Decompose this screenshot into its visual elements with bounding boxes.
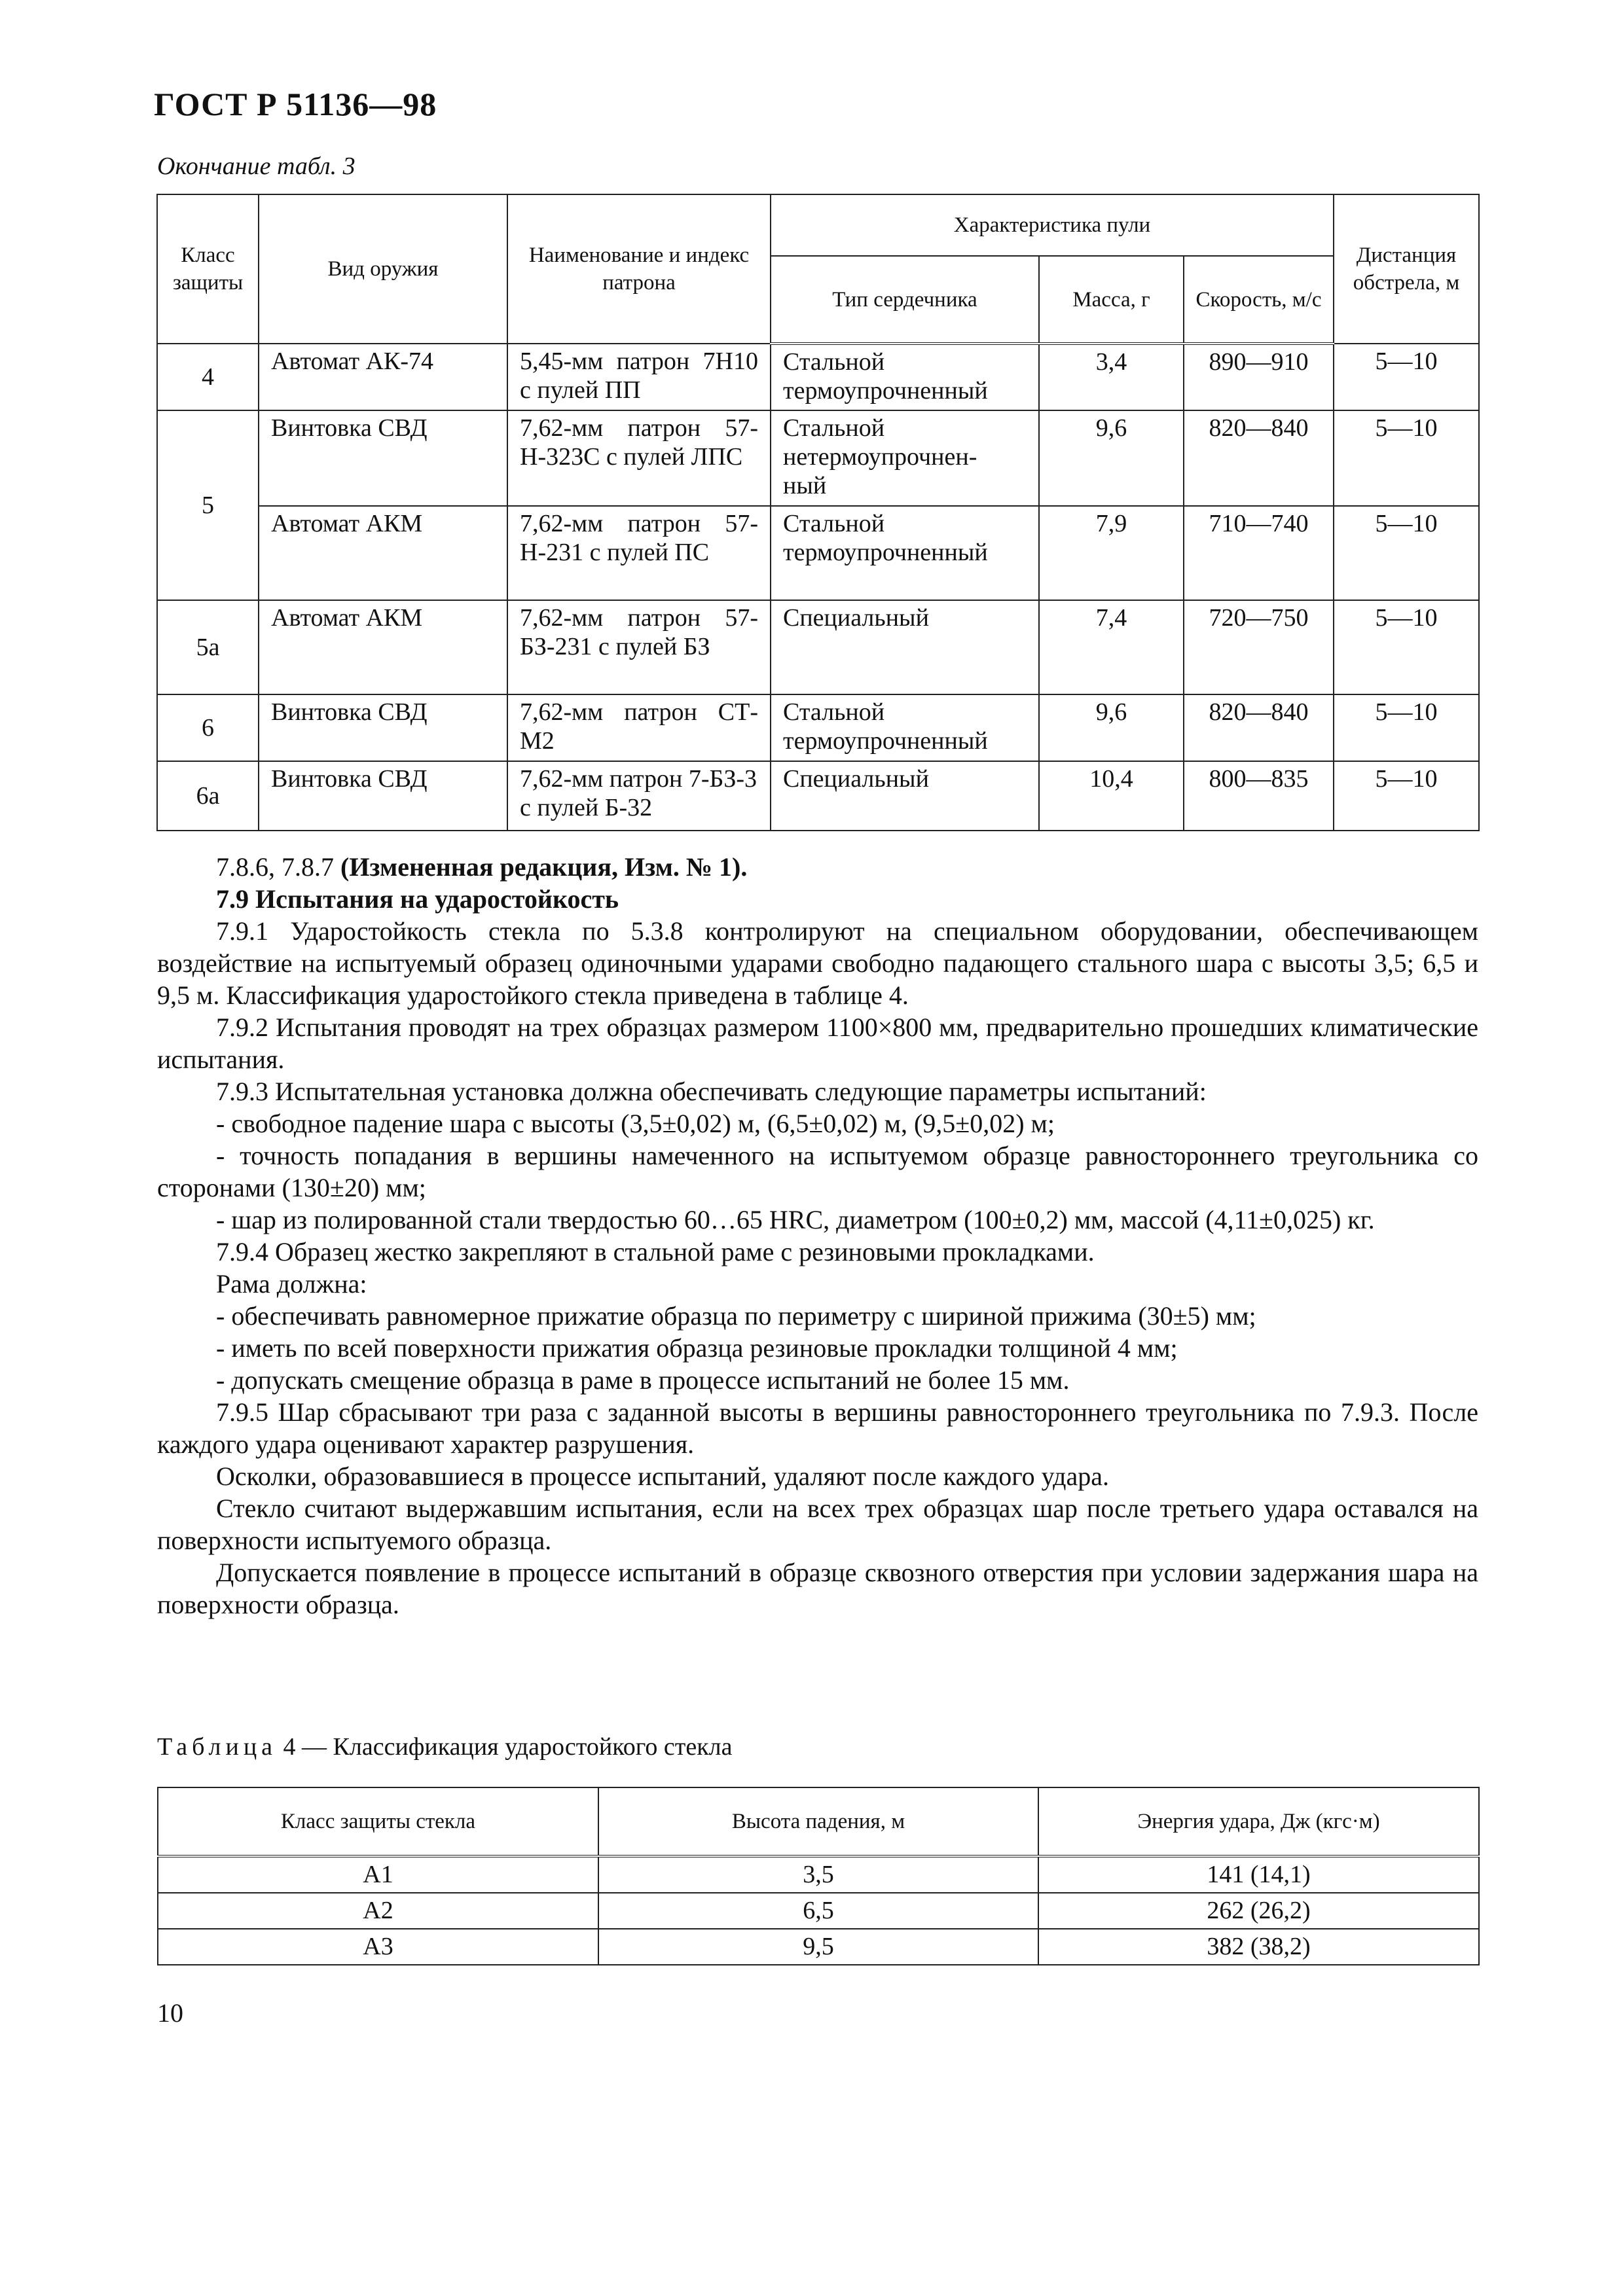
- cell-weapon: Винтовка СВД: [259, 694, 507, 761]
- paragraph: Осколки, образовавшиеся в процессе испытаний, удаляют после каждого удара.: [216, 1462, 1110, 1491]
- cell-speed: 820—840: [1184, 694, 1334, 761]
- cell-core: Стальной нетермоупрочнен- ный: [771, 410, 1039, 506]
- table-row: [157, 761, 1479, 831]
- cell-cartridge: 7,62-мм патрон СТ-М2: [507, 694, 771, 761]
- table-row: [157, 600, 1479, 694]
- cell-distance: 5—10: [1334, 761, 1479, 831]
- cell-impact-energy: 262 (26,2): [1038, 1893, 1479, 1929]
- cell-drop-height: 9,5: [598, 1929, 1038, 1965]
- cell-mass: 9,6: [1039, 410, 1184, 506]
- body-text: [157, 851, 1478, 1621]
- table-3-continuation-caption: Окончание табл. 3: [157, 152, 356, 180]
- cell-glass-class: А1: [158, 1856, 598, 1893]
- paragraph: Рама должна:: [216, 1269, 367, 1299]
- cell-core: Стальной термоупрочненный: [771, 506, 1039, 600]
- cell-distance: 5—10: [1334, 506, 1479, 600]
- cell-class: 4: [157, 344, 259, 410]
- paragraph: Стекло считают выдержавшим испытания, если на всех трех образцах шар после третьего удара оставался на поверхности испытуемого образца.: [157, 1494, 1478, 1555]
- paragraph: 7.9.1 Ударостойкость стекла по 5.3.8 контролируют на специальном оборудовании, обеспечивающем воздействие на испытуемый образец одиночными ударами свободно падающего стального шара с высоты 3,5; 6,5 и 9,5 м. Классификация ударостойкого стекла приведена в таблице 4.: [157, 916, 1478, 1010]
- table-row: [157, 344, 1479, 410]
- cell-cartridge: 7,62-мм патрон 57-Н-323С с пулей ЛПС: [507, 410, 771, 506]
- cell-core: Специальный: [771, 761, 1039, 831]
- header-class: Класс защиты: [157, 194, 259, 344]
- cell-core: Стальной термоупрочненный: [771, 344, 1039, 410]
- cell-cartridge: 7,62-мм патрон 57-БЗ-231 с пулей БЗ: [507, 600, 771, 694]
- cell-distance: 5—10: [1334, 694, 1479, 761]
- table-4-caption: [157, 1732, 733, 1761]
- table-row: [158, 1856, 1479, 1893]
- list-item: - допускать смещение образца в раме в процессе испытаний не более 15 мм.: [216, 1365, 1070, 1395]
- cell-glass-class: А2: [158, 1893, 598, 1929]
- paragraph: 7.9.2 Испытания проводят на трех образцах размером 1100×800 мм, предварительно прошедших климатические испытания.: [157, 1013, 1478, 1074]
- table-4: [157, 1787, 1480, 1965]
- amendment-note: (Измененная редакция, Изм. № 1).: [340, 852, 748, 882]
- cell-weapon: Автомат АКМ: [259, 506, 507, 600]
- table-row: [157, 506, 1479, 600]
- cell-speed: 800—835: [1184, 761, 1334, 831]
- header-impact-energy: Энергия удара, Дж (кгс·м): [1038, 1787, 1479, 1856]
- page-number: 10: [157, 1998, 183, 2028]
- table-row: [158, 1929, 1479, 1965]
- cell-distance: 5—10: [1334, 600, 1479, 694]
- cell-core: Стальной термоупрочненный: [771, 694, 1039, 761]
- section-heading: 7.9 Испытания на ударостойкость: [216, 884, 619, 914]
- header-distance: Дистанция обстрела, м: [1334, 194, 1479, 344]
- paragraph: 7.9.5 Шар сбрасывают три раза с заданной высоты в вершины равностороннего треугольника по 7.9.3. После каждого удара оценивают характер разрушения.: [157, 1397, 1478, 1459]
- cell-class: 5а: [157, 600, 259, 694]
- list-item: - свободное падение шара с высоты (3,5±0,02) м, (6,5±0,02) м, (9,5±0,02) м;: [216, 1109, 1055, 1138]
- table-4-caption-title: 4 — Классификация ударостойкого стекла: [277, 1733, 733, 1761]
- header-mass: Масса, г: [1039, 256, 1184, 344]
- cell-weapon: Винтовка СВД: [259, 410, 507, 506]
- paragraph-ref: 7.8.6, 7.8.7: [216, 852, 340, 882]
- cell-weapon: Винтовка СВД: [259, 761, 507, 831]
- cell-drop-height: 6,5: [598, 1893, 1038, 1929]
- cell-impact-energy: 141 (14,1): [1038, 1856, 1479, 1893]
- cell-distance: 5—10: [1334, 344, 1479, 410]
- document-code: ГОСТ Р 51136—98: [154, 86, 437, 122]
- cell-speed: 820—840: [1184, 410, 1334, 506]
- cell-class: 5: [157, 410, 259, 600]
- cell-weapon: Автомат АКМ: [259, 600, 507, 694]
- cell-core: Специальный: [771, 600, 1039, 694]
- cell-mass: 10,4: [1039, 761, 1184, 831]
- header-glass-class: Класс защиты стекла: [158, 1787, 598, 1856]
- paragraph: 7.9.4 Образец жестко закрепляют в стальной раме с резиновыми прокладками.: [216, 1237, 1095, 1266]
- paragraph: [157, 851, 1478, 883]
- table-3: [156, 194, 1480, 831]
- paragraph: 7.9.3 Испытательная установка должна обеспечивать следующие параметры испытаний:: [216, 1077, 1207, 1106]
- cell-mass: 3,4: [1039, 344, 1184, 410]
- table-row: [157, 694, 1479, 761]
- list-item: - иметь по всей поверхности прижатия образца резиновые прокладки толщиной 4 мм;: [216, 1333, 1178, 1363]
- cell-weapon: Автомат АК-74: [259, 344, 507, 410]
- list-item: - точность попадания в вершины намеченного на испытуемом образце равностороннего треугольника со сторонами (130±20) мм;: [157, 1141, 1478, 1202]
- cell-cartridge: 5,45-мм патрон 7Н10 с пулей ПП: [507, 344, 771, 410]
- list-item: - шар из полированной стали твердостью 60…65 HRC, диаметром (100±0,2) мм, массой (4,11±0,025) кг.: [216, 1205, 1375, 1234]
- paragraph: Допускается появление в процессе испытаний в образце сквозного отверстия при условии задержания шара на поверхности образца.: [157, 1558, 1478, 1619]
- cell-speed: 720—750: [1184, 600, 1334, 694]
- table-4-caption-word: Таблица: [157, 1733, 278, 1761]
- header-bullet: Характеристика пули: [771, 194, 1334, 256]
- cell-drop-height: 3,5: [598, 1856, 1038, 1893]
- cell-distance: 5—10: [1334, 410, 1479, 506]
- cell-cartridge: 7,62-мм патрон 57-Н-231 с пулей ПС: [507, 506, 771, 600]
- cell-speed: 890—910: [1184, 344, 1334, 410]
- cell-class: 6: [157, 694, 259, 761]
- cell-cartridge: 7,62-мм патрон 7-БЗ-3 с пулей Б-32: [507, 761, 771, 831]
- table-row: [158, 1893, 1479, 1929]
- header-speed: Скорость, м/с: [1184, 256, 1334, 344]
- header-cartridge: Наименование и индекс патрона: [507, 194, 771, 344]
- cell-mass: 7,9: [1039, 506, 1184, 600]
- cell-mass: 7,4: [1039, 600, 1184, 694]
- list-item: - обеспечивать равномерное прижатие образца по периметру с шириной прижима (30±5) мм;: [216, 1301, 1256, 1331]
- header-drop-height: Высота падения, м: [598, 1787, 1038, 1856]
- cell-mass: 9,6: [1039, 694, 1184, 761]
- cell-class: 6а: [157, 761, 259, 831]
- cell-glass-class: А3: [158, 1929, 598, 1965]
- header-weapon: Вид оружия: [259, 194, 507, 344]
- header-core: Тип сердечника: [771, 256, 1039, 344]
- cell-speed: 710—740: [1184, 506, 1334, 600]
- cell-impact-energy: 382 (38,2): [1038, 1929, 1479, 1965]
- table-row: [157, 410, 1479, 506]
